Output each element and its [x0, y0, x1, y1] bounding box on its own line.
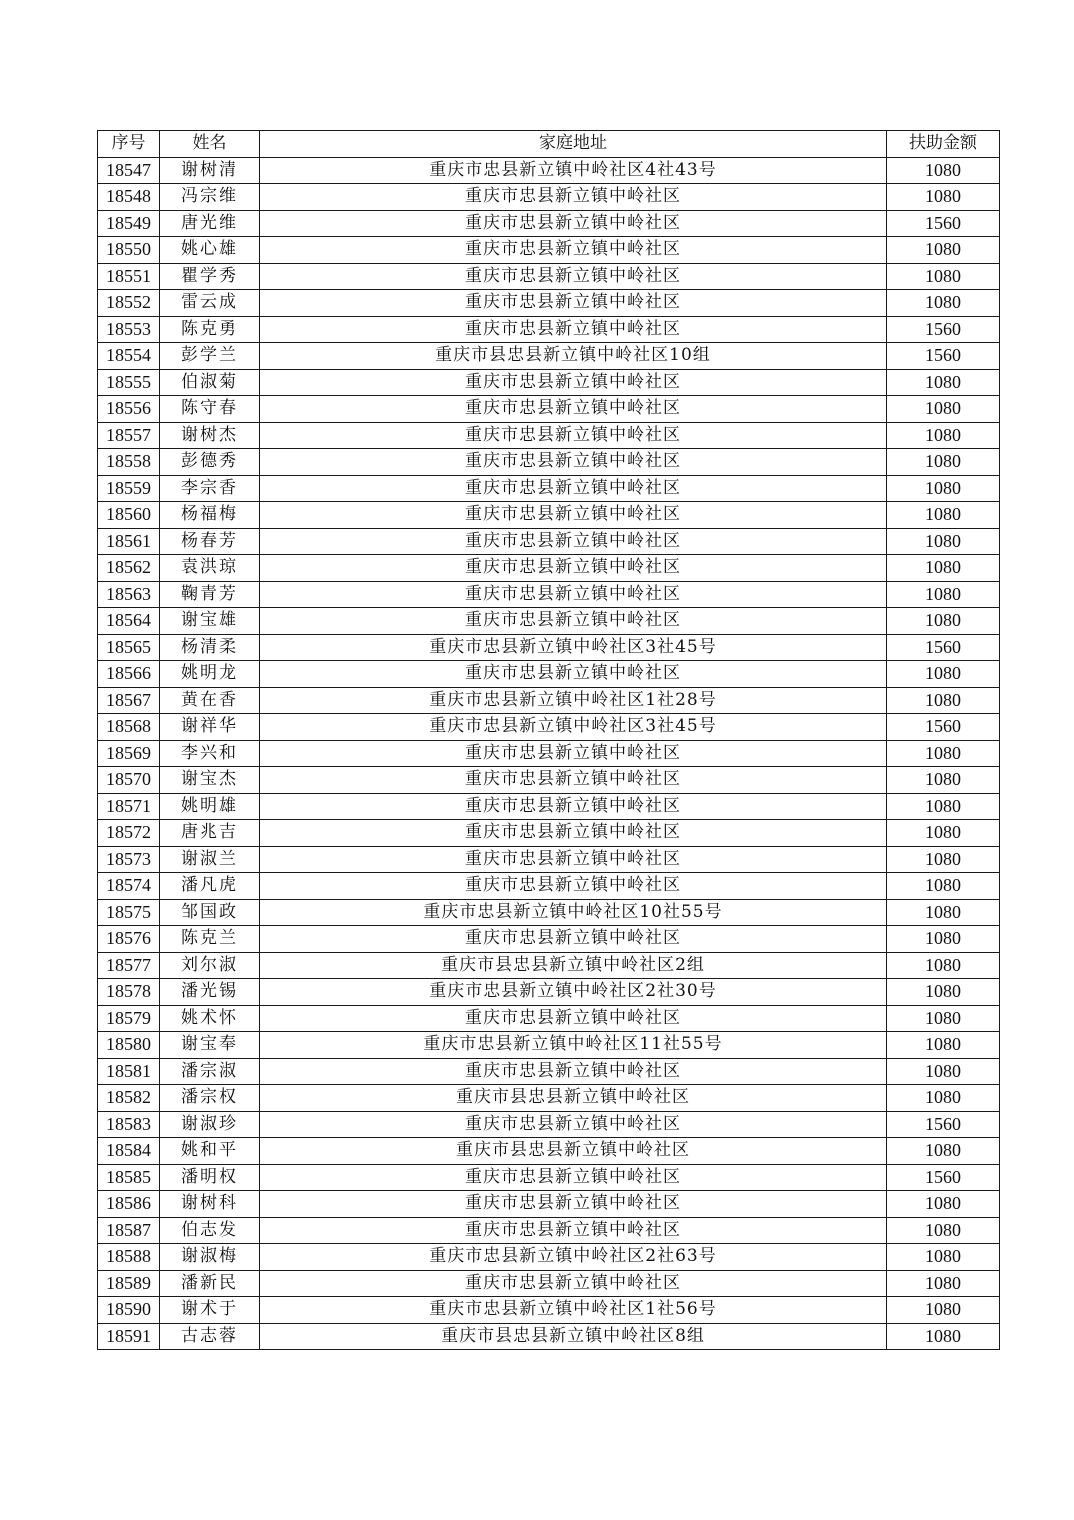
assistance-amount-cell: 1080 [887, 449, 1000, 476]
name-cell: 陈克勇 [160, 316, 260, 343]
table-row [98, 979, 1000, 1006]
name-cell: 潘新民 [160, 1270, 260, 1297]
table-row [98, 1323, 1000, 1350]
serial-number-cell: 18578 [98, 979, 160, 1006]
home-address-cell: 重庆市忠县新立镇中岭社区3社45号 [260, 714, 887, 741]
header-assistance-amount: 扶助金额 [887, 131, 1000, 158]
table-row [98, 608, 1000, 635]
name-cell: 彭学兰 [160, 343, 260, 370]
assistance-amount-cell: 1080 [887, 422, 1000, 449]
table-row [98, 820, 1000, 847]
table-row [98, 555, 1000, 582]
assistance-amount-cell: 1560 [887, 1164, 1000, 1191]
assistance-amount-cell: 1080 [887, 1085, 1000, 1112]
serial-number-cell: 18558 [98, 449, 160, 476]
name-cell: 谢术于 [160, 1297, 260, 1324]
table-row [98, 899, 1000, 926]
home-address-cell: 重庆市忠县新立镇中岭社区11社55号 [260, 1032, 887, 1059]
home-address-cell: 重庆市忠县新立镇中岭社区 [260, 528, 887, 555]
home-address-cell: 重庆市忠县新立镇中岭社区 [260, 608, 887, 635]
serial-number-cell: 18575 [98, 899, 160, 926]
serial-number-cell: 18572 [98, 820, 160, 847]
home-address-cell: 重庆市忠县新立镇中岭社区 [260, 1005, 887, 1032]
assistance-amount-cell: 1080 [887, 1244, 1000, 1271]
table-header [98, 131, 1000, 158]
assistance-amount-cell: 1080 [887, 369, 1000, 396]
serial-number-cell: 18564 [98, 608, 160, 635]
name-cell: 刘尔淑 [160, 952, 260, 979]
home-address-cell: 重庆市忠县新立镇中岭社区 [260, 555, 887, 582]
table-row [98, 369, 1000, 396]
table-row [98, 263, 1000, 290]
name-cell: 冯宗维 [160, 184, 260, 211]
table-row [98, 1058, 1000, 1085]
serial-number-cell: 18569 [98, 740, 160, 767]
serial-number-cell: 18568 [98, 714, 160, 741]
assistance-amount-cell: 1080 [887, 396, 1000, 423]
assistance-amount-cell: 1560 [887, 714, 1000, 741]
serial-number-cell: 18559 [98, 475, 160, 502]
table-row [98, 714, 1000, 741]
table-row [98, 1217, 1000, 1244]
name-cell: 鞠青芳 [160, 581, 260, 608]
home-address-cell: 重庆市忠县新立镇中岭社区 [260, 1111, 887, 1138]
name-cell: 谢宝奉 [160, 1032, 260, 1059]
assistance-amount-cell: 1080 [887, 528, 1000, 555]
home-address-cell: 重庆市县忠县新立镇中岭社区 [260, 1138, 887, 1165]
table-row [98, 952, 1000, 979]
name-cell: 陈克兰 [160, 926, 260, 953]
serial-number-cell: 18561 [98, 528, 160, 555]
name-cell: 谢宝雄 [160, 608, 260, 635]
table-row [98, 846, 1000, 873]
home-address-cell: 重庆市忠县新立镇中岭社区 [260, 502, 887, 529]
name-cell: 唐兆吉 [160, 820, 260, 847]
serial-number-cell: 18550 [98, 237, 160, 264]
serial-number-cell: 18583 [98, 1111, 160, 1138]
serial-number-cell: 18566 [98, 661, 160, 688]
assistance-amount-cell: 1080 [887, 793, 1000, 820]
home-address-cell: 重庆市忠县新立镇中岭社区 [260, 1058, 887, 1085]
assistance-amount-cell: 1080 [887, 237, 1000, 264]
assistance-amount-cell: 1080 [887, 1270, 1000, 1297]
name-cell: 谢淑梅 [160, 1244, 260, 1271]
assistance-amount-cell: 1080 [887, 1323, 1000, 1350]
name-cell: 伯淑菊 [160, 369, 260, 396]
serial-number-cell: 18571 [98, 793, 160, 820]
home-address-cell: 重庆市忠县新立镇中岭社区4社43号 [260, 157, 887, 184]
table-row [98, 1111, 1000, 1138]
table-row [98, 184, 1000, 211]
assistance-amount-cell: 1080 [887, 767, 1000, 794]
serial-number-cell: 18587 [98, 1217, 160, 1244]
name-cell: 谢祥华 [160, 714, 260, 741]
assistance-amount-cell: 1560 [887, 343, 1000, 370]
assistance-amount-cell: 1080 [887, 1058, 1000, 1085]
name-cell: 潘宗淑 [160, 1058, 260, 1085]
name-cell: 谢宝杰 [160, 767, 260, 794]
assistance-amount-cell: 1080 [887, 1032, 1000, 1059]
serial-number-cell: 18555 [98, 369, 160, 396]
assistance-amount-cell: 1080 [887, 740, 1000, 767]
name-cell: 伯志发 [160, 1217, 260, 1244]
assistance-amount-cell: 1080 [887, 979, 1000, 1006]
name-cell: 谢树清 [160, 157, 260, 184]
home-address-cell: 重庆市忠县新立镇中岭社区3社45号 [260, 634, 887, 661]
serial-number-cell: 18580 [98, 1032, 160, 1059]
name-cell: 李宗香 [160, 475, 260, 502]
home-address-cell: 重庆市忠县新立镇中岭社区 [260, 316, 887, 343]
name-cell: 谢树科 [160, 1191, 260, 1218]
name-cell: 姚术怀 [160, 1005, 260, 1032]
home-address-cell: 重庆市忠县新立镇中岭社区2社30号 [260, 979, 887, 1006]
serial-number-cell: 18549 [98, 210, 160, 237]
name-cell: 潘光锡 [160, 979, 260, 1006]
assistance-amount-cell: 1080 [887, 952, 1000, 979]
table-row [98, 1032, 1000, 1059]
home-address-cell: 重庆市忠县新立镇中岭社区 [260, 1217, 887, 1244]
table-row [98, 1138, 1000, 1165]
header-home-address: 家庭地址 [260, 131, 887, 158]
serial-number-cell: 18548 [98, 184, 160, 211]
serial-number-cell: 18584 [98, 1138, 160, 1165]
name-cell: 潘凡虎 [160, 873, 260, 900]
name-cell: 唐光维 [160, 210, 260, 237]
home-address-cell: 重庆市忠县新立镇中岭社区 [260, 422, 887, 449]
name-cell: 邹国政 [160, 899, 260, 926]
serial-number-cell: 18586 [98, 1191, 160, 1218]
name-cell: 姚心雄 [160, 237, 260, 264]
home-address-cell: 重庆市忠县新立镇中岭社区 [260, 237, 887, 264]
header-serial-number: 序号 [98, 131, 160, 158]
serial-number-cell: 18557 [98, 422, 160, 449]
table-row [98, 396, 1000, 423]
home-address-cell: 重庆市忠县新立镇中岭社区 [260, 1270, 887, 1297]
table-row [98, 290, 1000, 317]
name-cell: 姚和平 [160, 1138, 260, 1165]
name-cell: 黄在香 [160, 687, 260, 714]
serial-number-cell: 18551 [98, 263, 160, 290]
assistance-amount-cell: 1080 [887, 1217, 1000, 1244]
table-row [98, 210, 1000, 237]
table-row [98, 1085, 1000, 1112]
assistance-amount-cell: 1080 [887, 502, 1000, 529]
assistance-amount-cell: 1560 [887, 210, 1000, 237]
name-cell: 潘宗权 [160, 1085, 260, 1112]
table-row [98, 528, 1000, 555]
serial-number-cell: 18565 [98, 634, 160, 661]
name-cell: 瞿学秀 [160, 263, 260, 290]
name-cell: 谢树杰 [160, 422, 260, 449]
home-address-cell: 重庆市忠县新立镇中岭社区 [260, 475, 887, 502]
assistance-amount-cell: 1080 [887, 290, 1000, 317]
home-address-cell: 重庆市忠县新立镇中岭社区2社63号 [260, 1244, 887, 1271]
assistance-amount-cell: 1080 [887, 581, 1000, 608]
assistance-amount-cell: 1080 [887, 1138, 1000, 1165]
table-row [98, 1164, 1000, 1191]
table-row [98, 422, 1000, 449]
name-cell: 古志蓉 [160, 1323, 260, 1350]
assistance-amount-cell: 1080 [887, 661, 1000, 688]
serial-number-cell: 18560 [98, 502, 160, 529]
serial-number-cell: 18590 [98, 1297, 160, 1324]
home-address-cell: 重庆市忠县新立镇中岭社区 [260, 449, 887, 476]
home-address-cell: 重庆市忠县新立镇中岭社区 [260, 846, 887, 873]
table-row [98, 1270, 1000, 1297]
home-address-cell: 重庆市县忠县新立镇中岭社区2组 [260, 952, 887, 979]
assistance-amount-cell: 1080 [887, 1191, 1000, 1218]
name-cell: 杨春芳 [160, 528, 260, 555]
home-address-cell: 重庆市忠县新立镇中岭社区 [260, 740, 887, 767]
table-row [98, 1244, 1000, 1271]
header-row [98, 131, 1000, 158]
assistance-amount-cell: 1560 [887, 634, 1000, 661]
home-address-cell: 重庆市忠县新立镇中岭社区 [260, 1164, 887, 1191]
home-address-cell: 重庆市忠县新立镇中岭社区 [260, 661, 887, 688]
home-address-cell: 重庆市县忠县新立镇中岭社区8组 [260, 1323, 887, 1350]
table-row [98, 237, 1000, 264]
assistance-amount-cell: 1080 [887, 1005, 1000, 1032]
name-cell: 姚明龙 [160, 661, 260, 688]
header-name: 姓名 [160, 131, 260, 158]
serial-number-cell: 18579 [98, 1005, 160, 1032]
home-address-cell: 重庆市忠县新立镇中岭社区 [260, 793, 887, 820]
serial-number-cell: 18570 [98, 767, 160, 794]
home-address-cell: 重庆市忠县新立镇中岭社区 [260, 290, 887, 317]
name-cell: 袁洪琼 [160, 555, 260, 582]
home-address-cell: 重庆市忠县新立镇中岭社区 [260, 369, 887, 396]
home-address-cell: 重庆市县忠县新立镇中岭社区 [260, 1085, 887, 1112]
home-address-cell: 重庆市忠县新立镇中岭社区 [260, 263, 887, 290]
serial-number-cell: 18556 [98, 396, 160, 423]
assistance-amount-cell: 1080 [887, 873, 1000, 900]
assistance-amount-cell: 1080 [887, 926, 1000, 953]
table-row [98, 1297, 1000, 1324]
table-row [98, 740, 1000, 767]
serial-number-cell: 18585 [98, 1164, 160, 1191]
assistance-amount-cell: 1080 [887, 687, 1000, 714]
assistance-amount-cell: 1080 [887, 184, 1000, 211]
home-address-cell: 重庆市忠县新立镇中岭社区1社56号 [260, 1297, 887, 1324]
home-address-cell: 重庆市忠县新立镇中岭社区 [260, 873, 887, 900]
table-row [98, 793, 1000, 820]
name-cell: 谢淑兰 [160, 846, 260, 873]
serial-number-cell: 18553 [98, 316, 160, 343]
assistance-amount-cell: 1080 [887, 608, 1000, 635]
table-row [98, 157, 1000, 184]
serial-number-cell: 18552 [98, 290, 160, 317]
name-cell: 雷云成 [160, 290, 260, 317]
assistance-amount-cell: 1080 [887, 475, 1000, 502]
serial-number-cell: 18574 [98, 873, 160, 900]
home-address-cell: 重庆市忠县新立镇中岭社区 [260, 767, 887, 794]
name-cell: 陈守春 [160, 396, 260, 423]
name-cell: 杨福梅 [160, 502, 260, 529]
serial-number-cell: 18562 [98, 555, 160, 582]
serial-number-cell: 18554 [98, 343, 160, 370]
table-row [98, 634, 1000, 661]
home-address-cell: 重庆市忠县新立镇中岭社区1社28号 [260, 687, 887, 714]
home-address-cell: 重庆市忠县新立镇中岭社区 [260, 820, 887, 847]
table-row [98, 581, 1000, 608]
assistance-amount-cell: 1080 [887, 263, 1000, 290]
table-row [98, 687, 1000, 714]
name-cell: 李兴和 [160, 740, 260, 767]
table-row [98, 1191, 1000, 1218]
assistance-roster-table [97, 130, 1000, 1350]
home-address-cell: 重庆市忠县新立镇中岭社区 [260, 184, 887, 211]
table-row [98, 475, 1000, 502]
table-row [98, 873, 1000, 900]
serial-number-cell: 18589 [98, 1270, 160, 1297]
table-row [98, 661, 1000, 688]
table-row [98, 767, 1000, 794]
name-cell: 彭德秀 [160, 449, 260, 476]
home-address-cell: 重庆市忠县新立镇中岭社区 [260, 396, 887, 423]
table-row [98, 343, 1000, 370]
serial-number-cell: 18588 [98, 1244, 160, 1271]
serial-number-cell: 18573 [98, 846, 160, 873]
table-row [98, 449, 1000, 476]
home-address-cell: 重庆市忠县新立镇中岭社区 [260, 926, 887, 953]
name-cell: 谢淑珍 [160, 1111, 260, 1138]
assistance-amount-cell: 1560 [887, 1111, 1000, 1138]
table-body [98, 157, 1000, 1350]
table-row [98, 1005, 1000, 1032]
home-address-cell: 重庆市忠县新立镇中岭社区 [260, 581, 887, 608]
home-address-cell: 重庆市县忠县新立镇中岭社区10组 [260, 343, 887, 370]
table-row [98, 502, 1000, 529]
assistance-amount-cell: 1080 [887, 555, 1000, 582]
name-cell: 潘明权 [160, 1164, 260, 1191]
home-address-cell: 重庆市忠县新立镇中岭社区10社55号 [260, 899, 887, 926]
assistance-amount-cell: 1080 [887, 820, 1000, 847]
serial-number-cell: 18577 [98, 952, 160, 979]
table-row [98, 316, 1000, 343]
serial-number-cell: 18547 [98, 157, 160, 184]
serial-number-cell: 18581 [98, 1058, 160, 1085]
home-address-cell: 重庆市忠县新立镇中岭社区 [260, 1191, 887, 1218]
serial-number-cell: 18563 [98, 581, 160, 608]
serial-number-cell: 18576 [98, 926, 160, 953]
assistance-amount-cell: 1080 [887, 899, 1000, 926]
assistance-amount-cell: 1080 [887, 157, 1000, 184]
name-cell: 姚明雄 [160, 793, 260, 820]
table-row [98, 926, 1000, 953]
serial-number-cell: 18567 [98, 687, 160, 714]
assistance-amount-cell: 1560 [887, 316, 1000, 343]
assistance-amount-cell: 1080 [887, 846, 1000, 873]
home-address-cell: 重庆市忠县新立镇中岭社区 [260, 210, 887, 237]
serial-number-cell: 18591 [98, 1323, 160, 1350]
assistance-amount-cell: 1080 [887, 1297, 1000, 1324]
serial-number-cell: 18582 [98, 1085, 160, 1112]
name-cell: 杨清柔 [160, 634, 260, 661]
